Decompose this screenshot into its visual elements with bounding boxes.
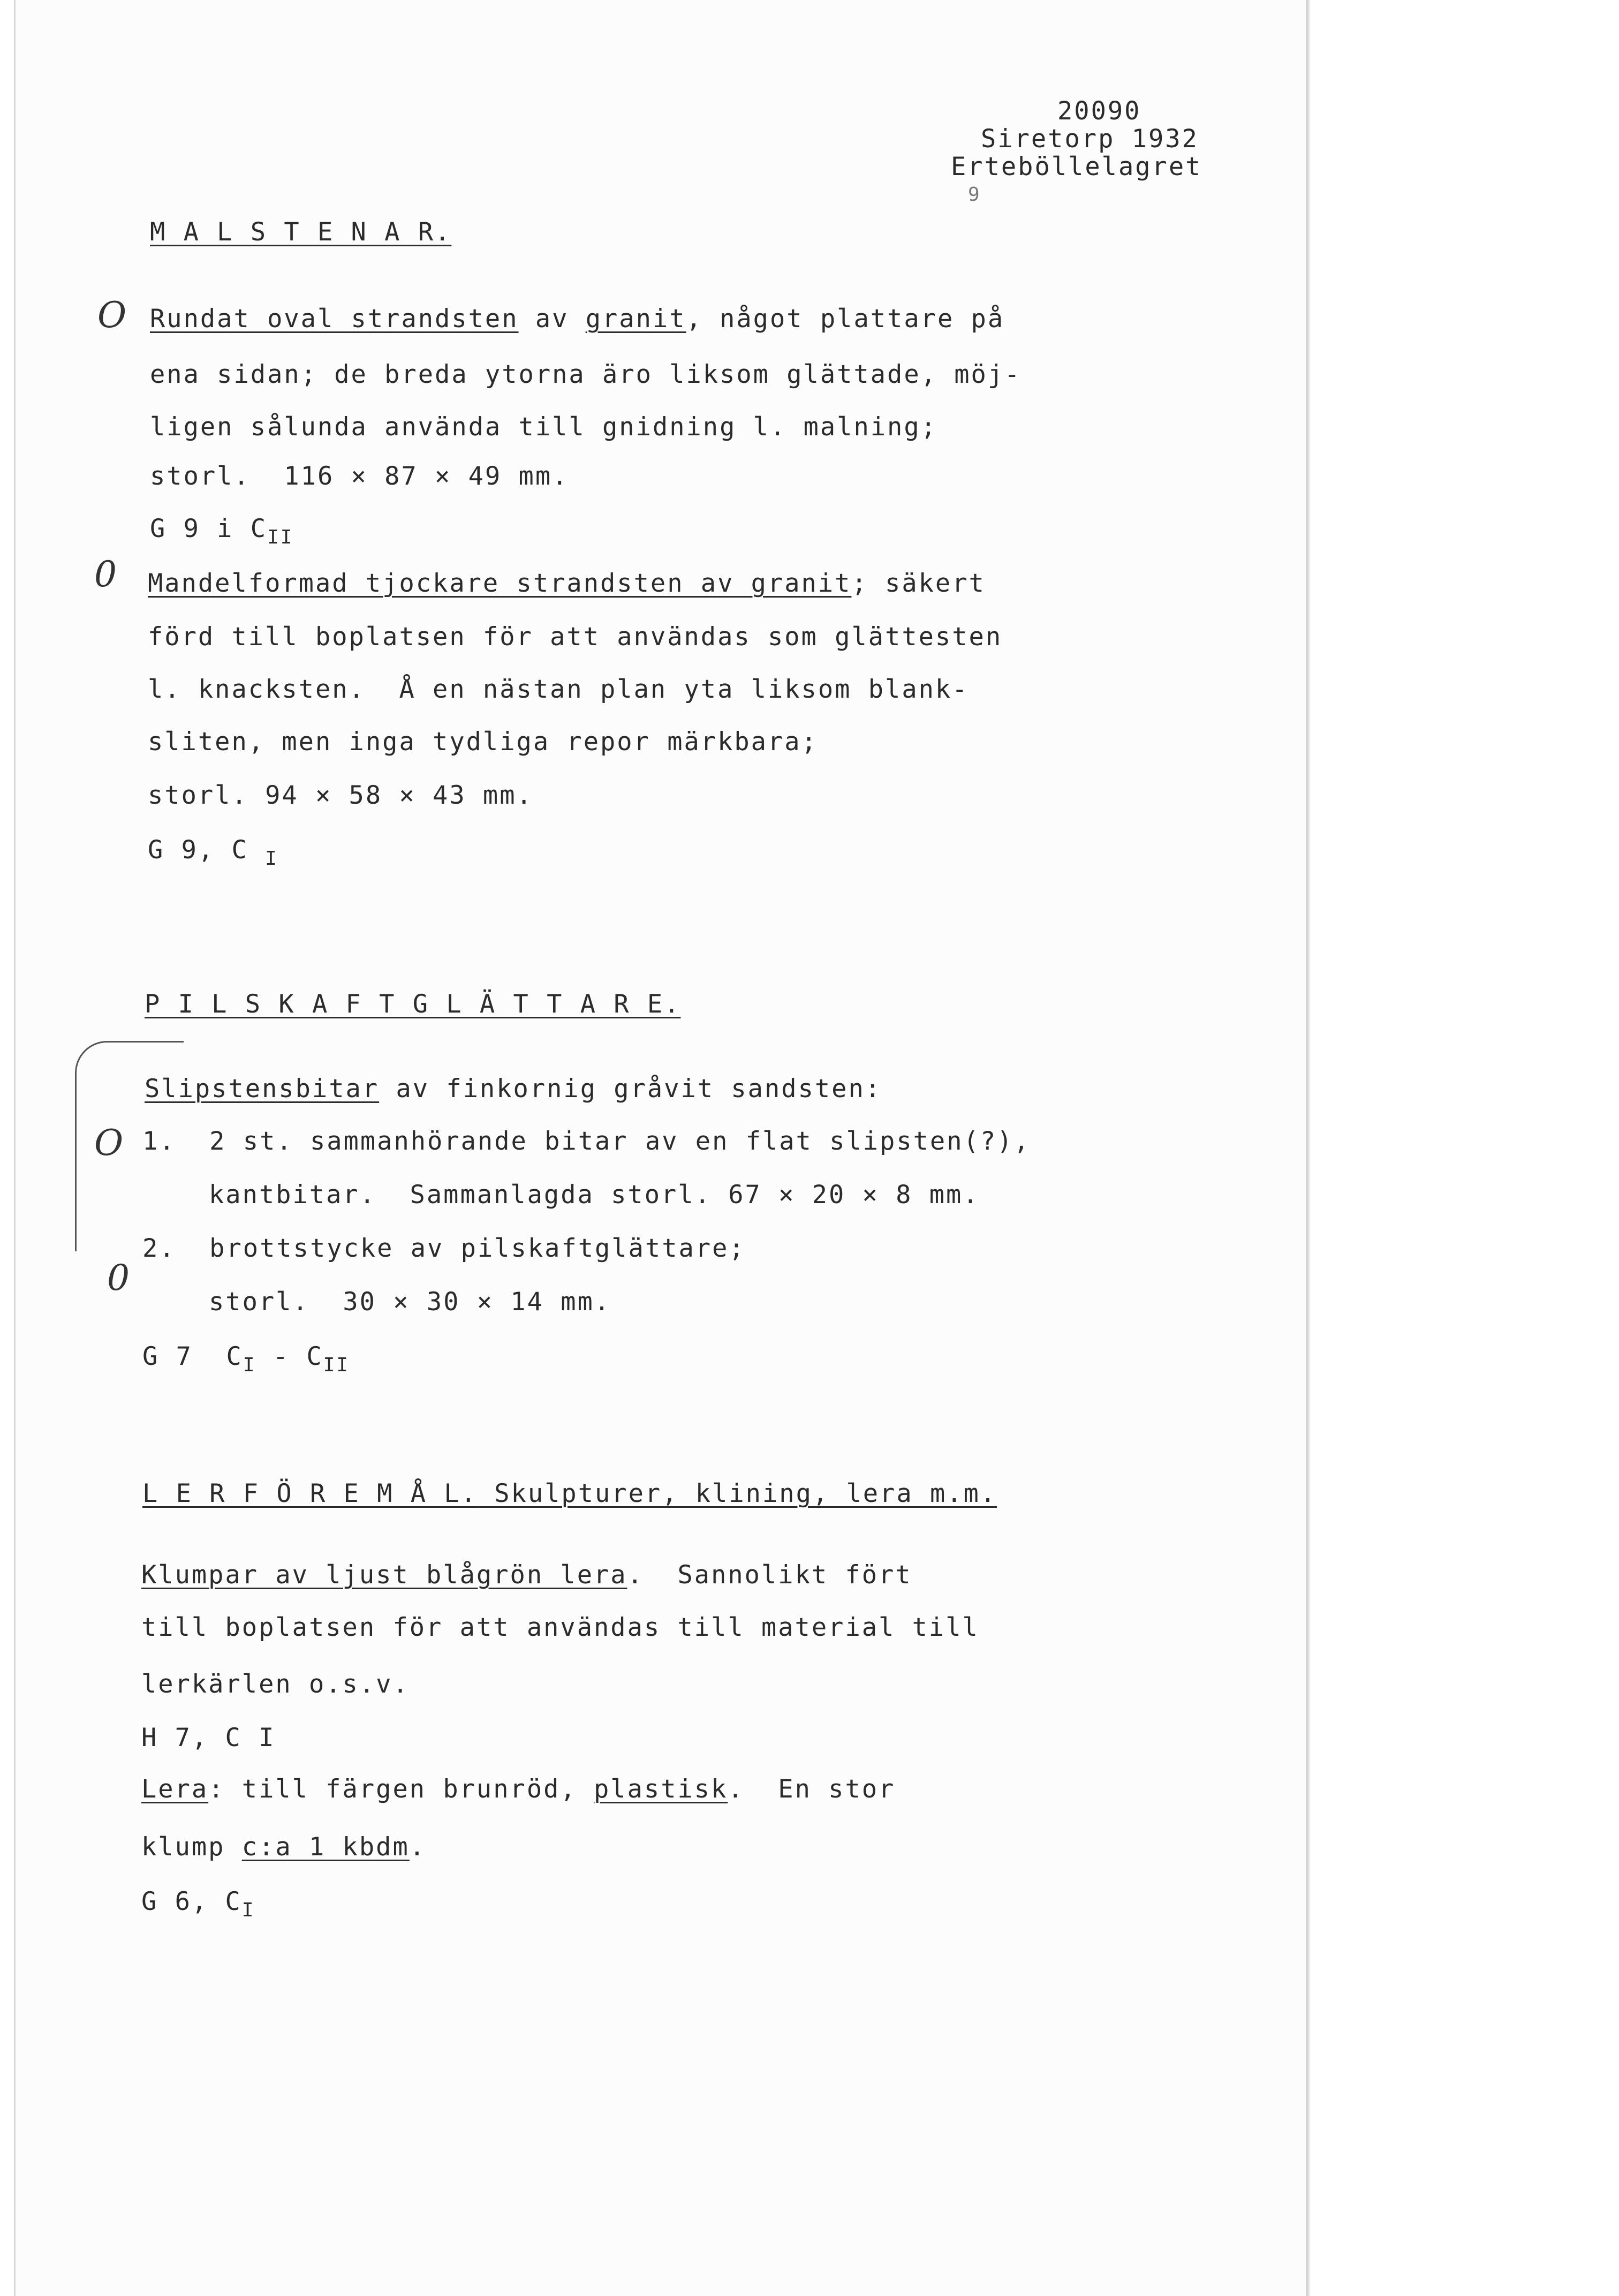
catalog-number: 20090 xyxy=(1057,96,1141,126)
layer-name: Erteböllelagret xyxy=(951,152,1202,182)
pilskaft-intro: Slipstensbitar av finkornig gråvit sandsten: xyxy=(145,1074,882,1104)
margin-circle-mark-2: O xyxy=(94,1122,124,1164)
heading-pilskaftglattare: P I L S K A F T G L Ä T T A R E. xyxy=(145,990,681,1019)
site-year: Siretorp 1932 xyxy=(981,124,1199,154)
lerforemal-lera-line2: klump c:a 1 kbdm. xyxy=(141,1832,427,1862)
malstenar-item2-line4: sliten, men inga tydliga repor märkbara; xyxy=(148,727,818,757)
lerforemal-lera-line1: Lera: till färgen brunröd, plastisk. En stor xyxy=(141,1774,896,1804)
margin-circle-mark: O xyxy=(97,294,127,336)
pilskaft-item1-line2: kantbitar. Sammanlagda storl. 67 × 20 × 8 mm. xyxy=(209,1180,980,1210)
lerforemal-lera-location: G 6, $C_I$ xyxy=(141,1887,255,1921)
margin-zero-mark-2: 0 xyxy=(107,1257,130,1298)
lerforemal-klumpar-line3: lerkärlen o.s.v. xyxy=(141,1670,410,1699)
heading-malstenar: M A L S T E N A R. xyxy=(150,217,452,247)
pilskaft-item1-line1: 1. 2 st. sammanhörande bitar av en flat slipsten(?), xyxy=(142,1127,1031,1156)
pilskaft-location: G 7 $C_I - C_{II}$ xyxy=(142,1342,350,1376)
malstenar-item1-location: G 9 i $C_{II}$ xyxy=(150,514,294,548)
malstenar-item1-line4: storl. 116 × 87 × 49 mm. xyxy=(150,462,569,491)
malstenar-item2-line1: Mandelformad tjockare strandsten av granit; säkert xyxy=(148,569,986,598)
lerforemal-klumpar-line2: till boplatsen för att användas till material till xyxy=(141,1613,979,1642)
pilskaft-item2-line2: storl. 30 × 30 × 14 mm. xyxy=(209,1287,611,1317)
lerforemal-klumpar-line1: Klumpar av ljust blågrön lera. Sannolikt fört xyxy=(141,1560,912,1590)
margin-zero-mark: 0 xyxy=(94,554,117,595)
malstenar-item2-line2: förd till boplatsen för att användas som glättesten xyxy=(148,622,1003,652)
malstenar-item2-line5: storl. 94 × 58 × 43 mm. xyxy=(148,781,533,810)
heading-lerforemal: L E R F Ö R E M Å L. Skulpturer, klining, lera m.m. xyxy=(142,1479,997,1508)
page-edge-shadow xyxy=(1306,0,1311,2296)
malstenar-item2-line3: l. knacksten. Å en nästan plan yta liksom blank- xyxy=(148,675,969,704)
malstenar-item1-line3: ligen sålunda använda till gnidning l. malning; xyxy=(150,412,937,442)
malstenar-item1-line2: ena sidan; de breda ytorna äro liksom glättade, möj- xyxy=(150,360,1022,389)
pilskaft-item2-line1: 2. brottstycke av pilskaftglättare; xyxy=(142,1234,746,1263)
lerforemal-klumpar-location: H 7, C I xyxy=(141,1723,276,1753)
malstenar-item2-location: G 9, C $_I$ xyxy=(148,835,278,870)
page-number: 9 xyxy=(968,184,981,206)
malstenar-item1-line1: Rundat oval strandsten av granit, något plattare på xyxy=(150,304,1005,334)
